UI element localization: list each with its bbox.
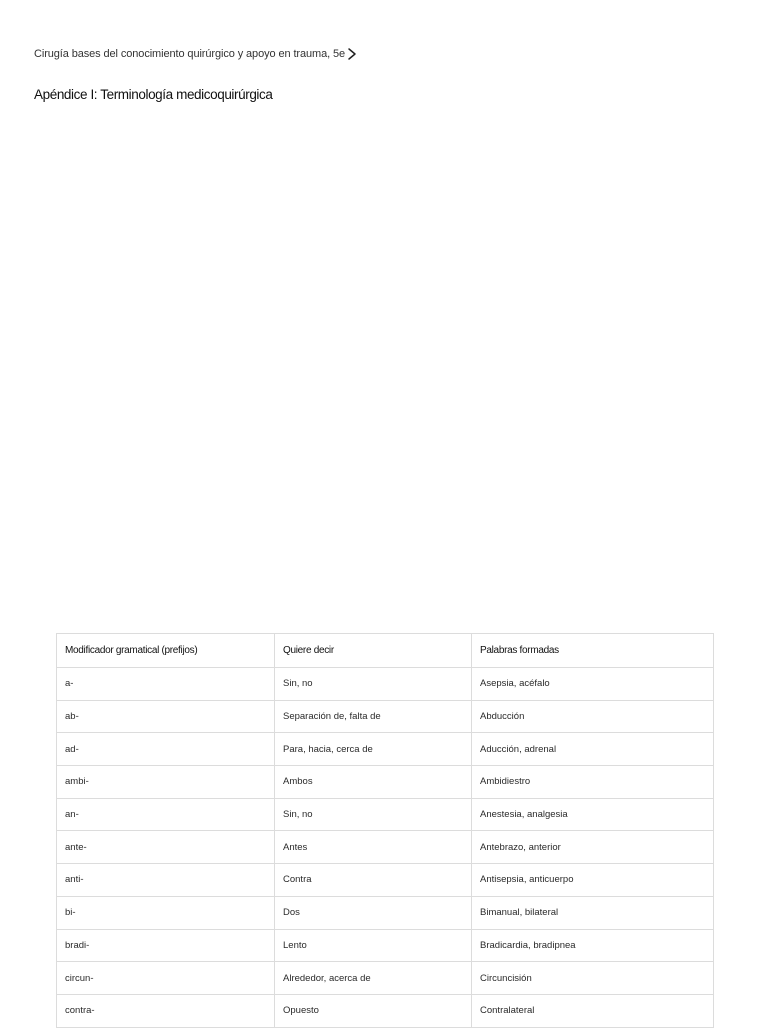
cell-meaning: Sin, no	[275, 798, 472, 831]
table-row	[57, 896, 714, 929]
page-title: Apéndice I: Terminología medicoquirúrgica	[34, 87, 273, 102]
cell-meaning: Ambos	[275, 766, 472, 799]
cell-meaning: Separación de, falta de	[275, 700, 472, 733]
cell-meaning: Lento	[275, 929, 472, 962]
table-row	[57, 700, 714, 733]
cell-words: Ambidiestro	[472, 766, 714, 799]
cell-words: Antebrazo, anterior	[472, 831, 714, 864]
cell-words: Contralateral	[472, 994, 714, 1027]
cell-prefix: ad-	[57, 733, 275, 766]
breadcrumb[interactable]	[34, 47, 358, 61]
breadcrumb-link[interactable]: Cirugía bases del conocimiento quirúrgico y apoyo en trauma, 5e	[34, 48, 346, 60]
cell-meaning: Para, hacia, cerca de	[275, 733, 472, 766]
cell-meaning: Opuesto	[275, 994, 472, 1027]
cell-words: Asepsia, acéfalo	[472, 668, 714, 701]
cell-words: Bradicardia, bradipnea	[472, 929, 714, 962]
cell-prefix: a-	[57, 668, 275, 701]
cell-meaning: Dos	[275, 896, 472, 929]
column-header-meaning: Quiere decir	[275, 634, 472, 668]
cell-words: Antisepsia, anticuerpo	[472, 864, 714, 897]
cell-prefix: ambi-	[57, 766, 275, 799]
cell-meaning: Sin, no	[275, 668, 472, 701]
table-row	[57, 798, 714, 831]
cell-words: Circuncisión	[472, 962, 714, 995]
terminology-table-container	[56, 633, 713, 1028]
cell-prefix: circun-	[57, 962, 275, 995]
cell-meaning: Alrededor, acerca de	[275, 962, 472, 995]
column-header-words: Palabras formadas	[472, 634, 714, 668]
table-row	[57, 733, 714, 766]
terminology-table	[56, 633, 714, 1028]
table-row	[57, 766, 714, 799]
cell-words: Abducción	[472, 700, 714, 733]
cell-words: Aducción, adrenal	[472, 733, 714, 766]
cell-prefix: bradi-	[57, 929, 275, 962]
cell-meaning: Contra	[275, 864, 472, 897]
table-row	[57, 994, 714, 1027]
cell-prefix: ante-	[57, 831, 275, 864]
table-row	[57, 668, 714, 701]
chevron-right-icon[interactable]	[346, 47, 358, 61]
cell-prefix: an-	[57, 798, 275, 831]
column-header-prefix: Modificador gramatical (prefijos)	[57, 634, 275, 668]
table-header-row	[57, 634, 714, 668]
cell-prefix: ab-	[57, 700, 275, 733]
cell-prefix: contra-	[57, 994, 275, 1027]
table-row	[57, 962, 714, 995]
cell-words: Bimanual, bilateral	[472, 896, 714, 929]
cell-words: Anestesia, analgesia	[472, 798, 714, 831]
table-row	[57, 929, 714, 962]
table-row	[57, 864, 714, 897]
cell-prefix: bi-	[57, 896, 275, 929]
table-row	[57, 831, 714, 864]
cell-prefix: anti-	[57, 864, 275, 897]
cell-meaning: Antes	[275, 831, 472, 864]
